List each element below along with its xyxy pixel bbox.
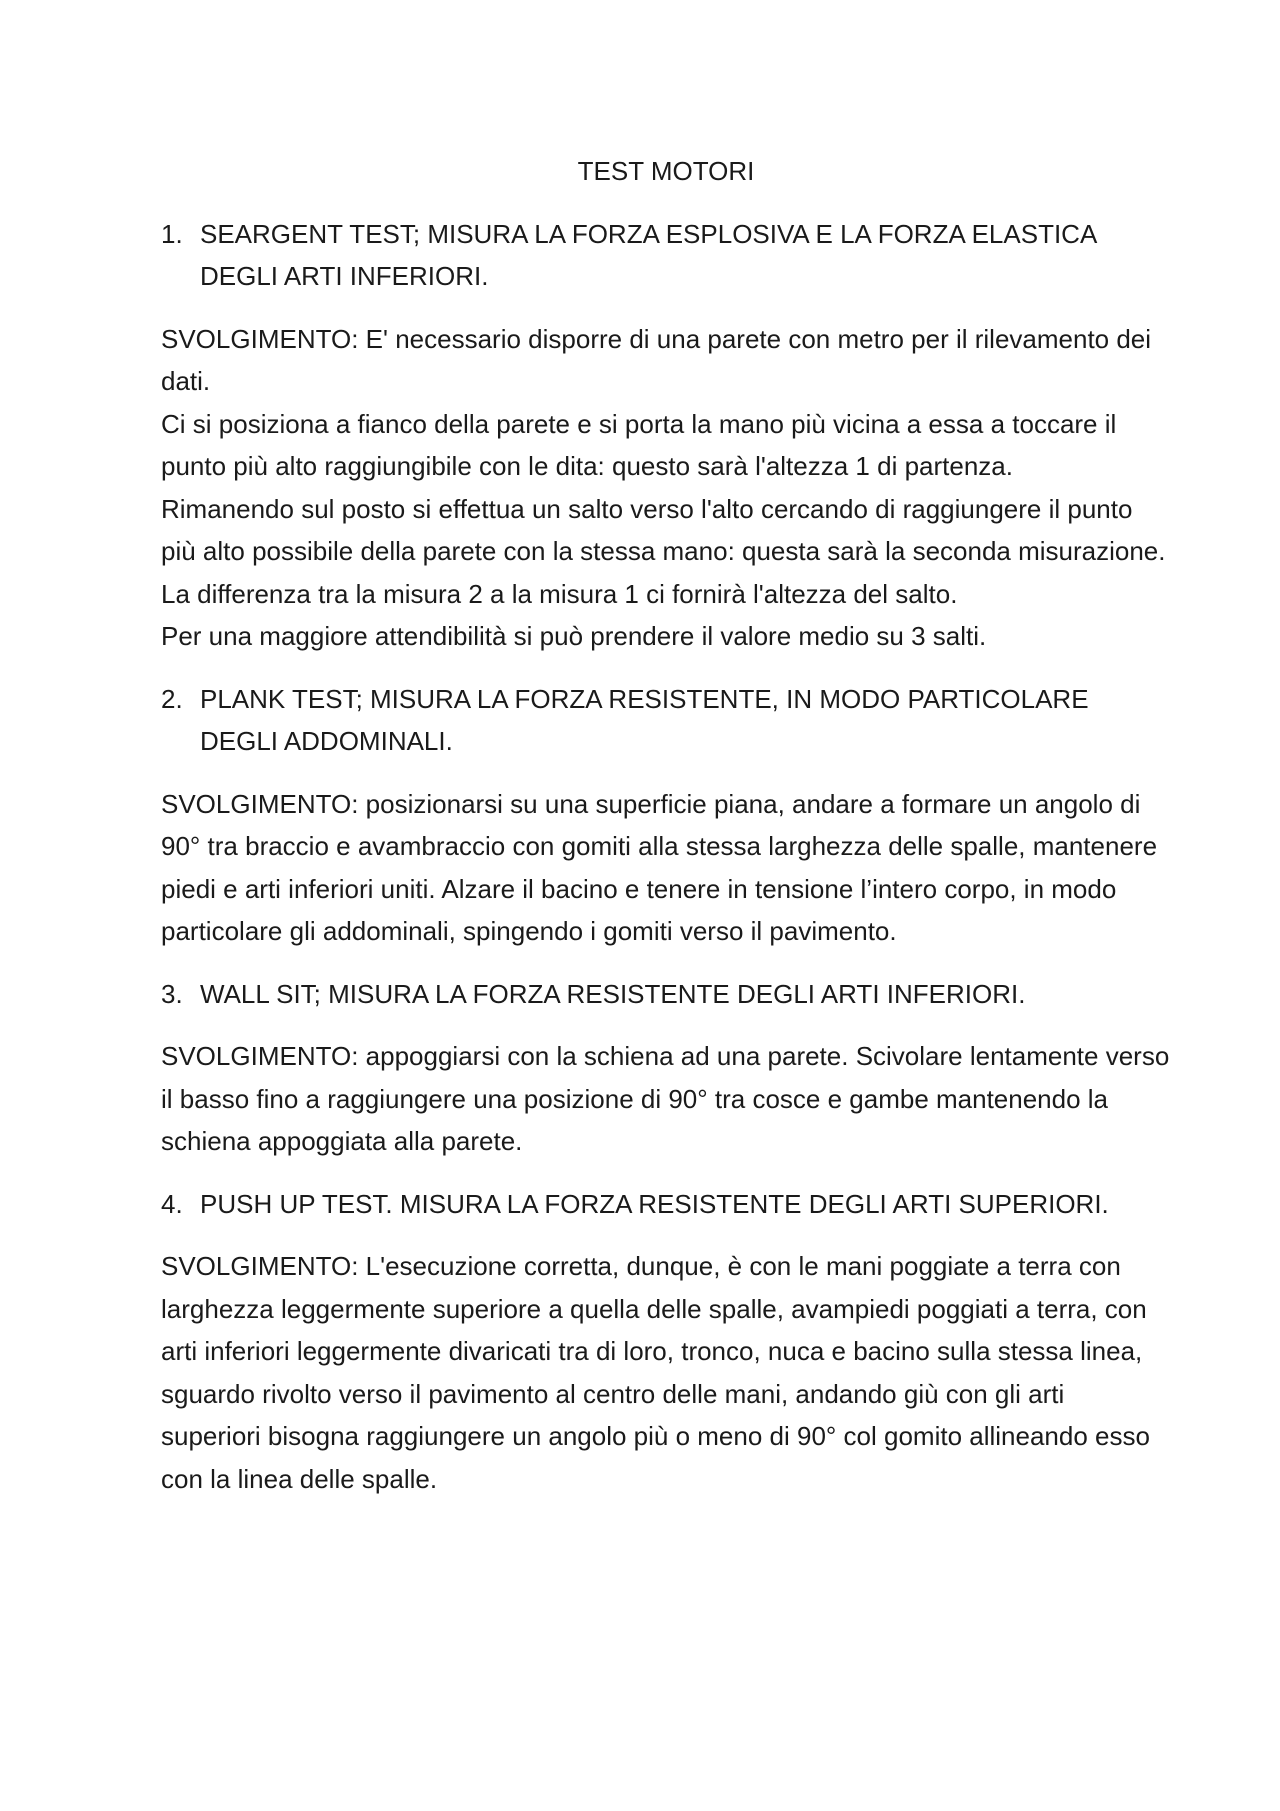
body-line: SVOLGIMENTO: posizionarsi su una superficie piana, andare a formare un angolo di 90° tra braccio e avambraccio con gomiti alla stessa larghezza delle spalle, mantenere piedi e arti inferiori uniti. Alzare il bacino e tenere in tensione l’intero corpo, in modo particolare gli addominali, spingendo i gomiti verso il pavimento.	[161, 788, 1158, 946]
section-number: 4.	[161, 1188, 183, 1219]
section-2-heading	[161, 678, 1171, 763]
document-page	[161, 150, 1171, 1520]
section-1-body	[161, 318, 1171, 658]
section-3-body	[161, 1035, 1171, 1163]
body-line: La differenza tra la misura 2 a la misura 1 ci fornirà l'altezza del salto.	[161, 578, 958, 609]
section-4-heading	[161, 1183, 1171, 1226]
section-number: 1.	[161, 218, 183, 249]
section-4-body	[161, 1245, 1171, 1500]
document-title: TEST MOTORI	[577, 156, 755, 186]
section-heading-text: SEARGENT TEST; MISURA LA FORZA ESPLOSIVA E LA FORZA ELASTICA DEGLI ARTI INFERIORI.	[200, 218, 1096, 291]
section-heading-text: WALL SIT; MISURA LA FORZA RESISTENTE DEGLI ARTI INFERIORI.	[200, 978, 1026, 1009]
body-line: Rimanendo sul posto si effettua un salto verso l'alto cercando di raggiungere il punto più alto possibile della parete con la stessa mano: questa sarà la seconda misurazione.	[161, 493, 1166, 566]
section-number: 2.	[161, 683, 183, 714]
body-line: SVOLGIMENTO: E' necessario disporre di una parete con metro per il rilevamento dei dati.	[161, 323, 1152, 396]
section-heading-text: PLANK TEST; MISURA LA FORZA RESISTENTE, IN MODO PARTICOLARE DEGLI ADDOMINALI.	[200, 683, 1089, 756]
section-1-heading	[161, 213, 1171, 298]
section-3-heading	[161, 973, 1171, 1016]
section-heading-text: PUSH UP TEST. MISURA LA FORZA RESISTENTE DEGLI ARTI SUPERIORI.	[200, 1188, 1109, 1219]
section-2-body	[161, 783, 1171, 953]
body-line: SVOLGIMENTO: L'esecuzione corretta, dunque, è con le mani poggiate a terra con larghezza leggermente superiore a quella delle spalle, avampiedi poggiati a terra, con arti inferiori leggermente divaricati tra di loro, tronco, nuca e bacino sulla stessa linea, sguardo rivolto verso il pavimento al centro delle mani, andando giù con gli arti superiori bisogna raggiungere un angolo più o meno di 90° col gomito allineando esso con la linea delle spalle.	[161, 1251, 1150, 1494]
body-line: Per una maggiore attendibilità si può prendere il valore medio su 3 salti.	[161, 621, 987, 651]
section-number: 3.	[161, 978, 183, 1009]
body-line: Ci si posiziona a fianco della parete e si porta la mano più vicina a essa a toccare il punto più alto raggiungibile con le dita: questo sarà l'altezza 1 di partenza.	[161, 408, 1117, 481]
body-line: SVOLGIMENTO: appoggiarsi con la schiena ad una parete. Scivolare lentamente verso il basso fino a raggiungere una posizione di 90° tra cosce e gambe mantenendo la schiena appoggiata alla parete.	[161, 1041, 1170, 1156]
